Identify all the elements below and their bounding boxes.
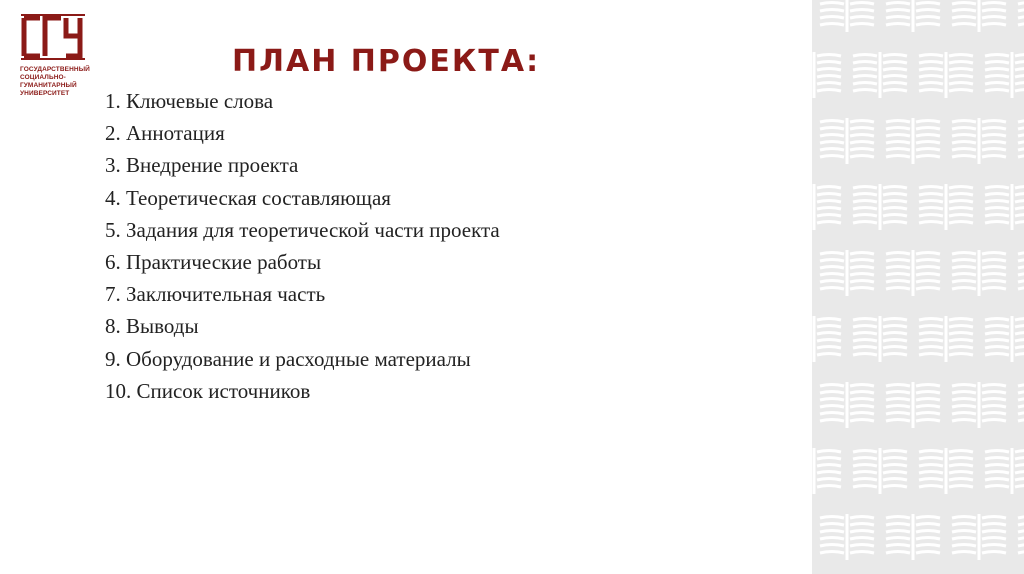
open-book-icon	[812, 316, 841, 362]
university-name	[20, 66, 100, 98]
open-book-icon	[820, 514, 874, 560]
open-book-icon	[820, 382, 874, 428]
open-book-icon	[1018, 250, 1024, 296]
slide-title: ПЛАН ПРОЕКТА:	[232, 44, 541, 79]
open-book-icon	[812, 184, 841, 230]
plan-item: 10. Список источников	[105, 378, 311, 403]
open-book-icon	[919, 184, 973, 230]
open-book-icon	[886, 118, 940, 164]
open-book-icon-pattern	[812, 0, 1024, 574]
open-book-icon	[853, 52, 907, 98]
open-book-icon	[919, 316, 973, 362]
plan-item: 4. Теоретическая составляющая	[105, 185, 391, 210]
open-book-icon	[952, 250, 1006, 296]
open-book-icon	[820, 118, 874, 164]
open-book-icon	[853, 184, 907, 230]
open-book-icon	[919, 52, 973, 98]
university-logo	[20, 14, 100, 98]
open-book-icon	[886, 250, 940, 296]
open-book-icon	[985, 448, 1024, 494]
open-book-icon	[812, 52, 841, 98]
open-book-icon	[886, 0, 940, 32]
open-book-icon	[812, 448, 841, 494]
open-book-icon	[820, 0, 874, 32]
plan-item: 2. Аннотация	[105, 121, 225, 146]
open-book-icon	[820, 250, 874, 296]
open-book-icon	[952, 0, 1006, 32]
plan-item: 8. Выводы	[105, 314, 199, 339]
sgu-emblem-icon	[20, 14, 86, 60]
plan-item: 1. Ключевые слова	[105, 89, 274, 113]
logo-line: СОЦИАЛЬНО-	[20, 74, 66, 81]
open-book-icon	[886, 382, 940, 428]
open-book-icon	[985, 52, 1024, 98]
open-book-icon	[853, 316, 907, 362]
open-book-icon	[1018, 382, 1024, 428]
plan-list	[105, 85, 500, 407]
open-book-icon	[952, 514, 1006, 560]
open-book-icon	[853, 448, 907, 494]
open-book-icon	[1018, 0, 1024, 32]
plan-item: 7. Заключительная часть	[105, 282, 326, 307]
logo-line: ГУМАНИТАРНЫЙ	[20, 82, 77, 89]
open-book-icon	[886, 514, 940, 560]
plan-item: 9. Оборудование и расходные материалы	[105, 346, 471, 371]
open-book-icon	[919, 448, 973, 494]
plan-item: 3. Внедрение проекта	[105, 153, 299, 178]
open-book-icon	[985, 184, 1024, 230]
logo-line: ГОСУДАРСТВЕННЫЙ	[20, 66, 90, 73]
open-book-icon	[952, 118, 1006, 164]
open-book-icon	[1018, 118, 1024, 164]
plan-item: 5. Задания для теоретической части проекта	[105, 217, 500, 242]
open-book-icon	[952, 382, 1006, 428]
open-book-icon	[985, 316, 1024, 362]
decorative-book-pattern	[812, 0, 1024, 574]
plan-item: 6. Практические работы	[105, 250, 322, 275]
logo-line: УНИВЕРСИТЕТ	[20, 90, 70, 97]
open-book-icon	[1018, 514, 1024, 560]
